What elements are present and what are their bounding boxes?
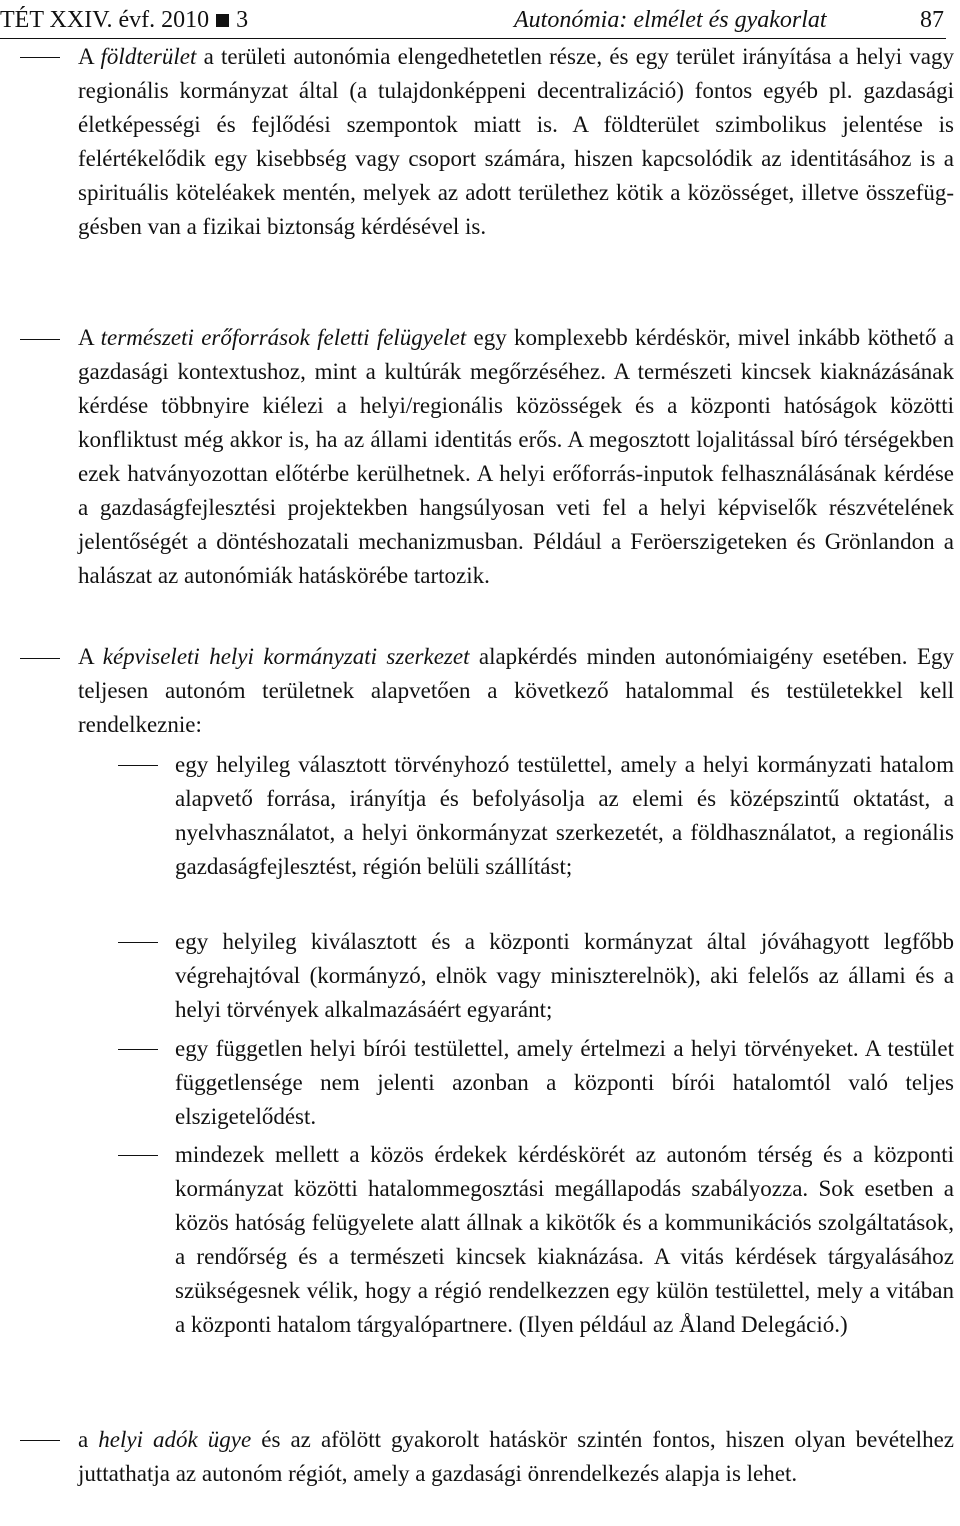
- list-item-natural-resources: [78, 321, 954, 593]
- text-run: A: [78, 644, 103, 669]
- header-journal-info: [0, 4, 248, 36]
- square-separator-icon: [216, 14, 229, 27]
- sub-list-item-text: egy független helyi bírói testülettel, amely értelmezi a helyi törvényeket. A testület függetlensége nem jelenti azonban a központi bírói hatalomtól való teljes elszigetelődést.: [175, 1036, 954, 1129]
- journal-label: TÉT XXIV. évf. 2010: [0, 7, 210, 33]
- sub-list-item-text: egy helyileg választott törvényhozó testülettel, amely a helyi kormányzati hatalom alapvető forrása, irányítja és befolyásolja az elemi és középszintű oktatást, a nyelvhasználatot, a helyi önkormányzat szerkezetét, a földhasználatot, a regionális gazdaságfejlesztést, régión belüli szállítást;: [175, 752, 954, 879]
- text-run: a: [78, 1427, 99, 1452]
- text-run: A: [78, 325, 101, 350]
- sub-bullet-dash-icon: [118, 1155, 158, 1156]
- text-run: alapkérdés minden autonómiaigény esetében. Egy teljesen autonóm területnek alapvetően a következő hatalommal és testületekkel kell rendelkeznie:: [78, 644, 954, 737]
- bullet-dash-icon: [20, 658, 60, 659]
- text-run: a területi autonómia elengedhetetlen része, és egy terület irányítása a helyi vagy regionális kormányzat által (a tulajdonképpeni decentralizáció) fontos egyéb pl. gazdasági életképességi és fejlődési szempontok miatt is. A földterület szimbolikus jelentése is felértékelődik egy kisebbség vagy csoport számára, hiszen kapcsolódik az identitásához is a spirituális köteléakek mentén, melyek az adott területhez kötik a közösséget, illetve összefüggésben van a fizikai biztonság kérdésével is.: [78, 44, 954, 239]
- list-item-text: [78, 1423, 954, 1491]
- list-item-text: [78, 40, 954, 244]
- sub-bullet-dash-icon: [118, 765, 158, 766]
- sub-list-item-text: egy helyileg kiválasztott és a központi kormányzat által jóváhagyott legfőbb végrehajtóval (kormányzó, elnök vagy miniszterelnök), aki felelős az állami és a helyi törvények alkalmazásáért egyaránt;: [175, 929, 954, 1022]
- sub-list-item-text: mindezek mellett a közös érdekek kérdéskörét az autonóm térség és a központi kormányzat közötti hatalommegosztási megállapodás szabályozza. Sok esetben a közös hatóság felügyelete alatt állnak a kikötők és a kommunikációs szolgáltatások, a rendőrség és a természeti kincsek kiaknázása. A vitás kérdések tárgyalásához szükségesnek vélik, hogy a régió rendelkezzen egy külön testülettel, mely a vitában a központi hatalom tárgyalópartnere. (Ilyen például az Åland Delegáció.): [175, 1142, 954, 1337]
- sub-bullet-dash-icon: [118, 942, 158, 943]
- text-run: A: [78, 44, 101, 69]
- bullet-dash-icon: [20, 1440, 60, 1441]
- list-item-local-taxes: [78, 1423, 954, 1491]
- list-item-text: [78, 640, 954, 742]
- header-rule: [0, 38, 946, 39]
- running-header: [0, 4, 944, 36]
- bullet-dash-icon: [20, 57, 60, 58]
- emphasized-term: képviseleti helyi kormányzati szerkezet: [102, 644, 470, 669]
- sub-list-item: [175, 1138, 954, 1342]
- text-run: és az afölött gyakorolt hatáskör szintén fontos, hiszen olyan bevételhez juttathatja az autonóm régiót, amely a gazdasági önrendelkezés alapja is lehet.: [78, 1427, 954, 1486]
- emphasized-term: földterület: [100, 44, 197, 69]
- sub-bullet-dash-icon: [118, 1049, 158, 1050]
- bullet-dash-icon: [20, 339, 60, 340]
- text-run: egy komplexebb kérdéskör, mivel inkább köthető a gazdasági kontextushoz, mint a kultúrák megőrzéséhez. A természeti kincsek kiaknázásának kérdése többnyire kiélezi a helyi/regionális közösségek és a központi hatóságok közötti konfliktust még akkor is, ha az állami identitás erős. A megosztott lojalitással bíró térségekben ezek hatványozottan előtérbe kerülhetnek. A helyi erőforrás-inputok felhasználásának kérdése a gazdaságfejlesztési projektekben hangsúlyosan veti fel a helyi képviselők részvételének jelentőségét a döntéshozatali mechanizmusban. Például a Feröerszigeteken és Grönlandon a halászat az autonómiák hatáskörébe tartozik.: [78, 325, 954, 588]
- header-article-title: Autonómia: elmélet és gyakorlat: [514, 7, 827, 33]
- issue-number: 3: [236, 7, 249, 33]
- sub-list-item: [175, 748, 954, 884]
- list-item-local-government: [78, 640, 954, 742]
- page-number: 87: [920, 7, 944, 33]
- sub-list-item: [175, 925, 954, 1027]
- list-item-land: [78, 40, 954, 244]
- emphasized-term: helyi adók ügye: [98, 1427, 252, 1452]
- sub-list-item: [175, 1032, 954, 1134]
- emphasized-term: természeti erőforrások feletti felügyelet: [100, 325, 467, 350]
- list-item-text: [78, 321, 954, 593]
